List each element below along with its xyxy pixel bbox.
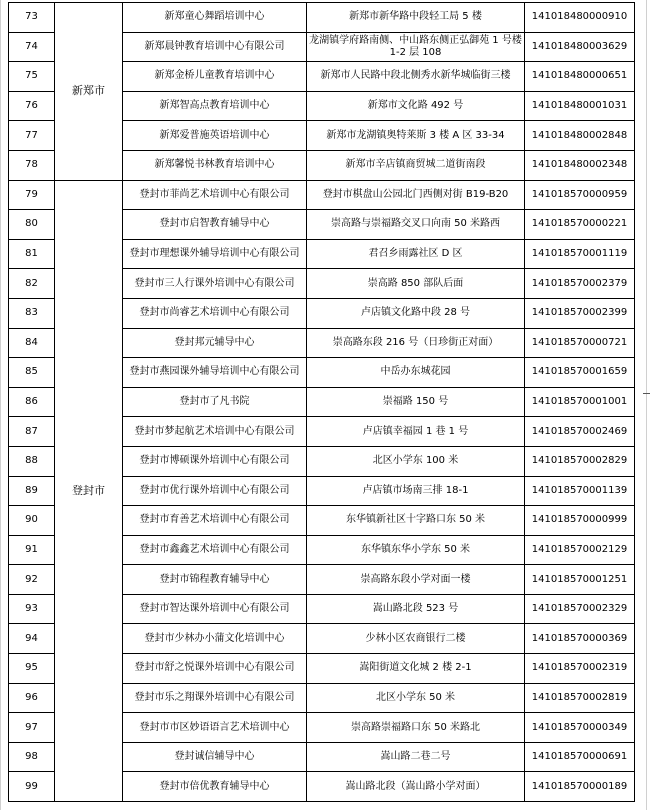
row-number-cell: 87 [9,417,55,447]
address-cell: 崇福路 150 号 [307,387,525,417]
address-cell: 崇高路东段小学对面一楼 [307,565,525,595]
registration-code-cell: 141018570002319 [525,654,635,684]
address-cell: 北区小学东 50 米 [307,683,525,713]
registration-code-cell: 141018480001031 [525,91,635,121]
registration-code-cell: 141018570001119 [525,239,635,269]
registration-code-cell: 141018480000651 [525,62,635,92]
registration-code-cell: 141018480000910 [525,3,635,33]
registration-code-cell: 141018570000349 [525,713,635,743]
city-cell: 新郑市 [55,3,123,181]
institution-name-cell: 新郑晨钟教育培训中心有限公司 [123,32,307,62]
institution-name-cell: 登封市三人行课外培训中心有限公司 [123,269,307,299]
row-number-cell: 75 [9,62,55,92]
registration-code-cell: 141018480003629 [525,32,635,62]
institution-name-cell: 登封邦元辅导中心 [123,328,307,358]
address-cell: 卢店镇市场南三排 18-1 [307,476,525,506]
registration-code-cell: 141018570000721 [525,328,635,358]
institution-name-cell: 登封诚信辅导中心 [123,742,307,772]
row-number-cell: 77 [9,121,55,151]
registration-code-cell: 141018570001001 [525,387,635,417]
row-number-cell: 91 [9,535,55,565]
address-cell: 君召乡雨露社区 D 区 [307,239,525,269]
institution-name-cell: 登封市锦程教育辅导中心 [123,565,307,595]
address-cell: 龙湖镇学府路南侧、中山路东侧正弘御苑 1 号楼 1-2 层 108 [307,32,525,62]
registration-code-cell: 141018570000999 [525,506,635,536]
institution-name-cell: 登封市乐之翔课外培训中心有限公司 [123,683,307,713]
row-number-cell: 80 [9,210,55,240]
page-edge-left [0,0,1,810]
address-cell: 北区小学东 100 米 [307,446,525,476]
row-number-cell: 95 [9,654,55,684]
address-cell: 少林小区农商银行二楼 [307,624,525,654]
institution-name-cell: 登封市育善艺术培训中心有限公司 [123,506,307,536]
row-number-cell: 82 [9,269,55,299]
institution-name-cell: 登封市了凡书院 [123,387,307,417]
address-cell: 东华镇新社区十字路口东 50 米 [307,506,525,536]
table-row [9,3,635,33]
address-cell: 卢店镇文化路中段 28 号 [307,298,525,328]
institution-name-cell: 登封市倍优教育辅导中心 [123,772,307,802]
table-row [9,180,635,210]
row-number-cell: 98 [9,742,55,772]
address-cell: 嵩山路北段（嵩山路小学对面） [307,772,525,802]
registration-code-cell: 141018570002469 [525,417,635,447]
city-cell: 登封市 [55,180,123,801]
institution-table [8,2,635,802]
address-cell: 嵩山路北段 523 号 [307,594,525,624]
row-number-cell: 97 [9,713,55,743]
institution-name-cell: 登封市智达课外培训中心有限公司 [123,594,307,624]
institution-name-cell: 新郑金桥儿童教育培训中心 [123,62,307,92]
institution-name-cell: 登封市优行课外培训中心有限公司 [123,476,307,506]
row-number-cell: 93 [9,594,55,624]
registration-code-cell: 141018570002399 [525,298,635,328]
row-number-cell: 90 [9,506,55,536]
address-cell: 嵩山路二巷二号 [307,742,525,772]
address-cell: 嵩阳街道文化城 2 楼 2-1 [307,654,525,684]
address-cell: 新郑市辛店镇商贸城二道街南段 [307,150,525,180]
row-number-cell: 96 [9,683,55,713]
address-cell: 崇高路与崇福路交叉口向南 50 米路西 [307,210,525,240]
address-cell: 崇高路崇福路口东 50 米路北 [307,713,525,743]
page-edge-right [646,0,647,810]
table-body [9,3,635,802]
row-number-cell: 85 [9,358,55,388]
registration-code-cell: 141018570000369 [525,624,635,654]
registration-code-cell: 141018570000959 [525,180,635,210]
address-cell: 崇高路 850 部队后面 [307,269,525,299]
institution-name-cell: 登封市理想课外辅导培训中心有限公司 [123,239,307,269]
registration-code-cell: 141018480002848 [525,121,635,151]
row-number-cell: 92 [9,565,55,595]
registration-code-cell: 141018570001659 [525,358,635,388]
institution-name-cell: 登封市燕园课外辅导培训中心有限公司 [123,358,307,388]
institution-name-cell: 登封市市区妙语语言艺术培训中心 [123,713,307,743]
registration-code-cell: 141018480002348 [525,150,635,180]
registration-code-cell: 141018570002379 [525,269,635,299]
address-cell: 新郑市文化路 492 号 [307,91,525,121]
institution-name-cell: 登封市博硕课外培训中心有限公司 [123,446,307,476]
address-cell: 东华镇东华小学东 50 米 [307,535,525,565]
institution-name-cell: 登封市梦起航艺术培训中心有限公司 [123,417,307,447]
address-cell: 崇高路东段 216 号（日珍街正对面） [307,328,525,358]
address-cell: 新郑市新华路中段轻工局 5 楼 [307,3,525,33]
row-number-cell: 78 [9,150,55,180]
registration-code-cell: 141018570001139 [525,476,635,506]
row-number-cell: 79 [9,180,55,210]
row-number-cell: 74 [9,32,55,62]
institution-name-cell: 新郑智高点教育培训中心 [123,91,307,121]
row-number-cell: 83 [9,298,55,328]
row-number-cell: 81 [9,239,55,269]
registration-code-cell: 141018570000189 [525,772,635,802]
row-number-cell: 88 [9,446,55,476]
institution-name-cell: 登封市启智教育辅导中心 [123,210,307,240]
row-number-cell: 76 [9,91,55,121]
address-cell: 登封市棋盘山公园北门西侧对街 B19-B20 [307,180,525,210]
registration-code-cell: 141018570002129 [525,535,635,565]
row-number-cell: 84 [9,328,55,358]
institution-name-cell: 登封市舒之悦课外培训中心有限公司 [123,654,307,684]
address-cell: 中岳办东城花园 [307,358,525,388]
row-number-cell: 89 [9,476,55,506]
institution-name-cell: 新郑爱普施英语培训中心 [123,121,307,151]
institution-name-cell: 登封市尚睿艺术培训中心有限公司 [123,298,307,328]
institution-name-cell: 登封市鑫鑫艺术培训中心有限公司 [123,535,307,565]
address-cell: 卢店镇幸福园 1 巷 1 号 [307,417,525,447]
registration-code-cell: 141018570000691 [525,742,635,772]
row-number-cell: 99 [9,772,55,802]
registration-code-cell: 141018570002329 [525,594,635,624]
institution-name-cell: 新郑馨悦书林教育培训中心 [123,150,307,180]
registration-code-cell: 141018570002829 [525,446,635,476]
institution-name-cell: 新郑童心舞蹈培训中心 [123,3,307,33]
registration-code-cell: 141018570001251 [525,565,635,595]
address-cell: 新郑市龙湖镇奥特莱斯 3 楼 A 区 33-34 [307,121,525,151]
institution-name-cell: 登封市少林办小蒲文化培训中心 [123,624,307,654]
side-scroll-mark [643,393,650,394]
row-number-cell: 73 [9,3,55,33]
row-number-cell: 94 [9,624,55,654]
institution-name-cell: 登封市菲尚艺术培训中心有限公司 [123,180,307,210]
registration-code-cell: 141018570000221 [525,210,635,240]
registration-code-cell: 141018570002819 [525,683,635,713]
row-number-cell: 86 [9,387,55,417]
address-cell: 新郑市人民路中段北侧秀水新华城临街三楼 [307,62,525,92]
